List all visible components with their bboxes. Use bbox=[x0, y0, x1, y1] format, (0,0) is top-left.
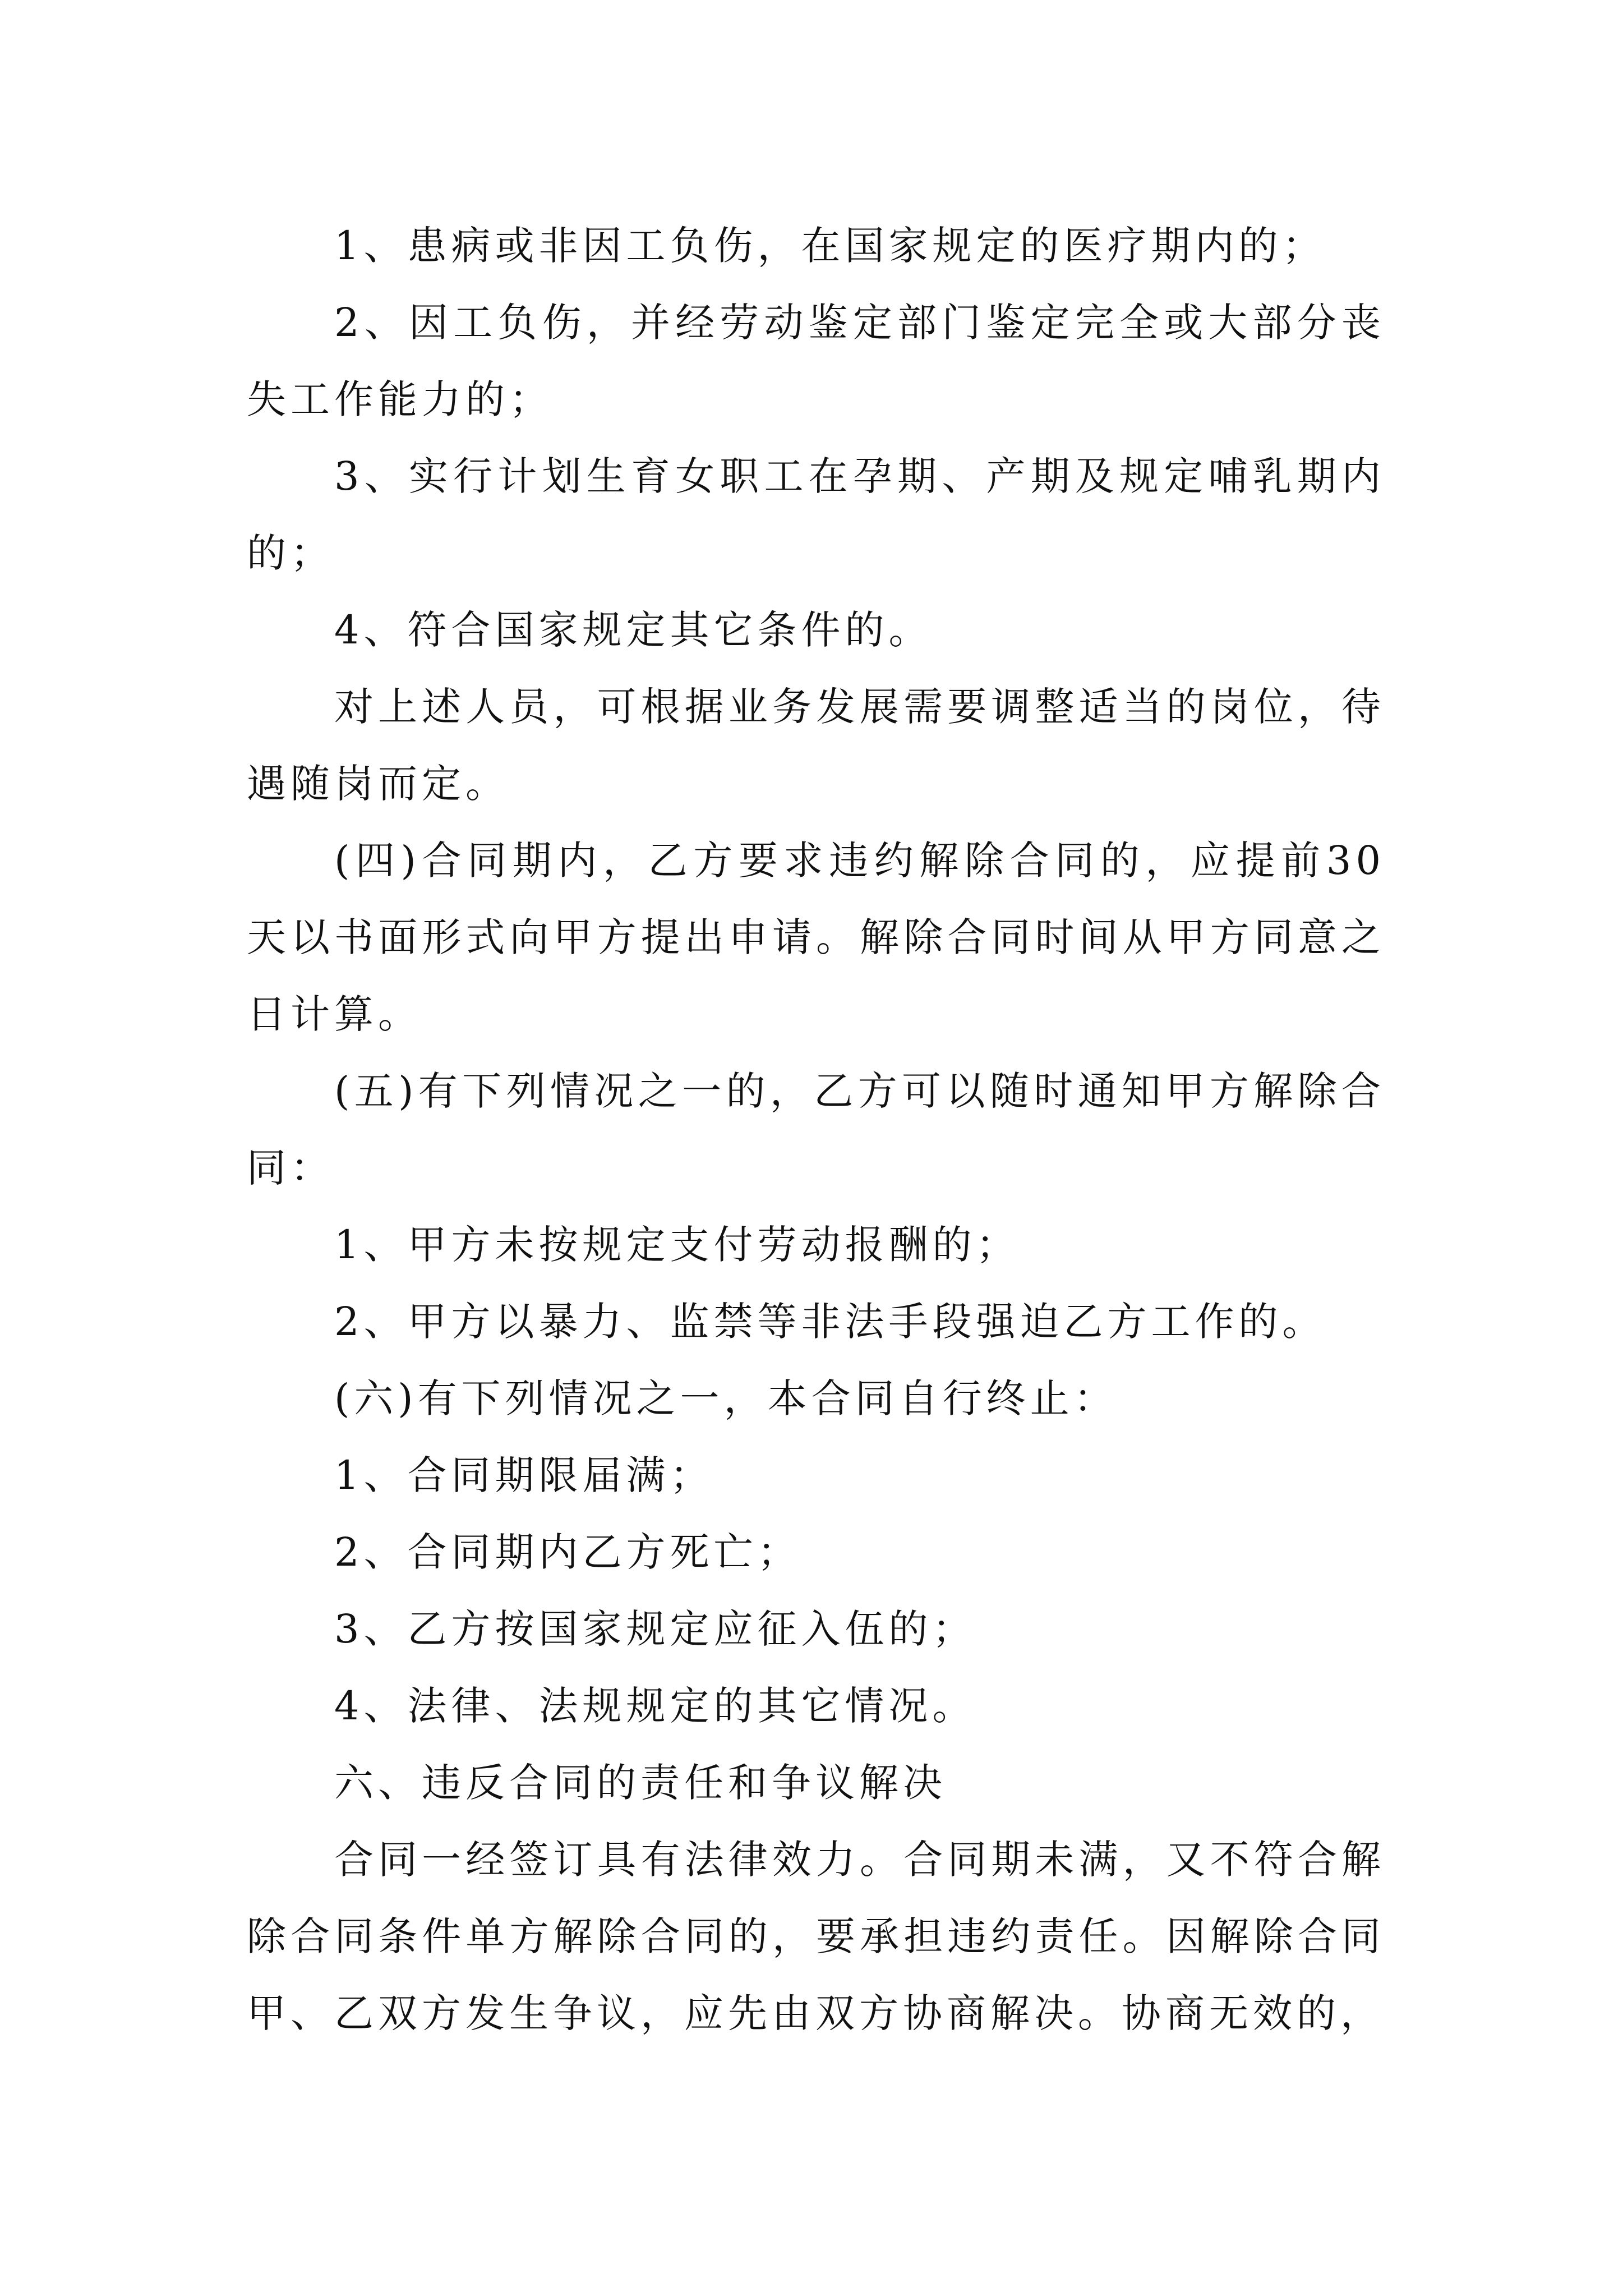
paragraph: 2、甲方以暴力、监禁等非法手段强迫乙方工作的。 bbox=[334, 1299, 1326, 1345]
paragraph: 4、法律、法规规定的其它情况。 bbox=[334, 1683, 976, 1729]
paragraph: 2、因工负伤，并经劳动鉴定部门鉴定完全或大部分丧失工作能力的； bbox=[247, 300, 1385, 422]
paragraph: (四)合同期内，乙方要求违约解除合同的，应提前30天以书面形式向甲方提出申请。解除合同时间从甲方同意之日计算。 bbox=[247, 838, 1385, 1037]
paragraph: 3、乙方按国家规定应征入伍的； bbox=[334, 1606, 976, 1652]
paragraph: 3、实行计划生育女职工在孕期、产期及规定哺乳期内的； bbox=[247, 453, 1385, 576]
paragraph: (六)有下列情况之一，本合同自行终止： bbox=[334, 1375, 1118, 1421]
section-heading: 六、违反合同的责任和争议解决 bbox=[334, 1760, 947, 1806]
paragraph: 2、合同期内乙方死亡； bbox=[334, 1529, 801, 1575]
paragraph: 合同一经签订具有法律效力。合同期未满，又不符合解除合同条件单方解除合同的，要承担违约责任。因解除合同甲、乙双方发生争议，应先由双方协商解决。协商无效的， bbox=[247, 1837, 1385, 2036]
paragraph: 1、甲方未按规定支付劳动报酬的； bbox=[334, 1222, 1020, 1268]
document-body bbox=[247, 208, 1385, 2052]
paragraph: 对上述人员，可根据业务发展需要调整适当的岗位，待遇随岗而定。 bbox=[247, 684, 1385, 807]
paragraph: 1、患病或非因工负伤，在国家规定的医疗期内的； bbox=[334, 223, 1326, 269]
paragraph: 4、符合国家规定其它条件的。 bbox=[334, 607, 933, 653]
paragraph: (五)有下列情况之一的，乙方可以随时通知甲方解除合同： bbox=[247, 1068, 1385, 1191]
paragraph: 1、合同期限届满； bbox=[334, 1452, 714, 1498]
